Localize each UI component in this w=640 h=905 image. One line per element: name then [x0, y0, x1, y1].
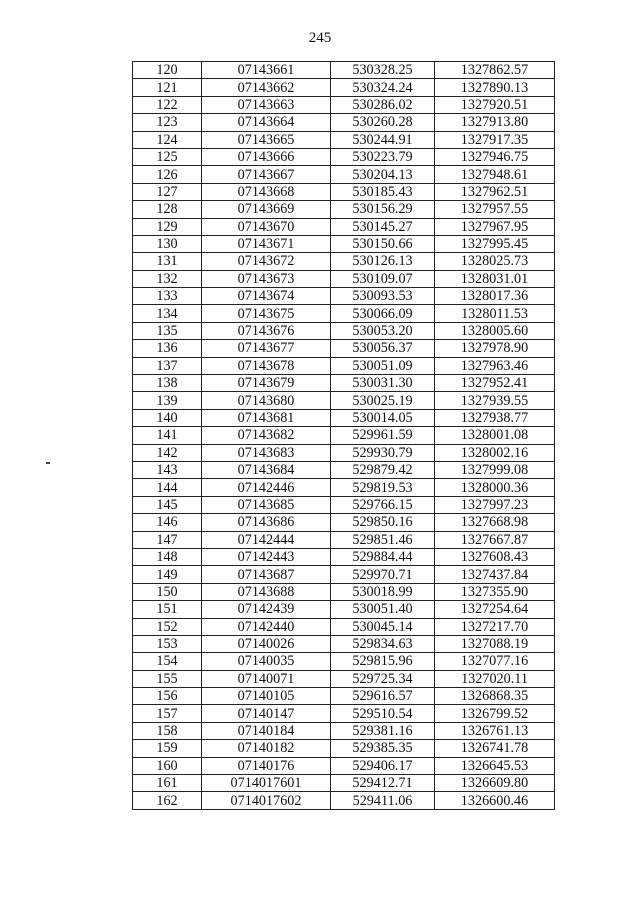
table-row [133, 757, 555, 774]
y-coordinate-cell: 1328011.53 [435, 305, 555, 322]
table-row [133, 201, 555, 218]
table-row [133, 479, 555, 496]
point-number-cell: 146 [133, 514, 202, 531]
point-number-cell: 142 [133, 444, 202, 461]
x-coordinate-cell: 530204.13 [331, 166, 435, 183]
point-id-cell: 07140026 [202, 635, 331, 652]
table-row [133, 670, 555, 687]
point-id-cell: 07143670 [202, 218, 331, 235]
point-number-cell: 122 [133, 96, 202, 113]
point-number-cell: 153 [133, 635, 202, 652]
point-id-cell: 07140184 [202, 722, 331, 739]
point-number-cell: 125 [133, 148, 202, 165]
point-number-cell: 120 [133, 62, 202, 79]
margin-mark [46, 462, 50, 464]
y-coordinate-cell: 1327957.55 [435, 201, 555, 218]
point-id-cell: 07143668 [202, 183, 331, 200]
point-number-cell: 154 [133, 653, 202, 670]
table-row [133, 601, 555, 618]
x-coordinate-cell: 530018.99 [331, 583, 435, 600]
point-id-cell: 07143672 [202, 253, 331, 270]
point-number-cell: 145 [133, 496, 202, 513]
x-coordinate-cell: 530045.14 [331, 618, 435, 635]
table-row [133, 288, 555, 305]
table-row [133, 444, 555, 461]
y-coordinate-cell: 1327020.11 [435, 670, 555, 687]
point-id-cell: 07143661 [202, 62, 331, 79]
x-coordinate-cell: 530126.13 [331, 253, 435, 270]
table-row [133, 357, 555, 374]
x-coordinate-cell: 529819.53 [331, 479, 435, 496]
point-id-cell: 07143673 [202, 270, 331, 287]
point-number-cell: 121 [133, 79, 202, 96]
point-id-cell: 07142444 [202, 531, 331, 548]
table-row [133, 322, 555, 339]
table-row [133, 705, 555, 722]
point-id-cell: 07140176 [202, 757, 331, 774]
y-coordinate-cell: 1327939.55 [435, 392, 555, 409]
table-row [133, 461, 555, 478]
table-row [133, 62, 555, 79]
table-row [133, 566, 555, 583]
x-coordinate-cell: 529411.06 [331, 792, 435, 809]
point-number-cell: 160 [133, 757, 202, 774]
x-coordinate-cell: 529850.16 [331, 514, 435, 531]
point-id-cell: 07143684 [202, 461, 331, 478]
y-coordinate-cell: 1327948.61 [435, 166, 555, 183]
y-coordinate-cell: 1327938.77 [435, 409, 555, 426]
point-id-cell: 07143682 [202, 427, 331, 444]
x-coordinate-cell: 530066.09 [331, 305, 435, 322]
point-id-cell: 07143671 [202, 235, 331, 252]
x-coordinate-cell: 529884.44 [331, 548, 435, 565]
point-id-cell: 0714017602 [202, 792, 331, 809]
x-coordinate-cell: 530185.43 [331, 183, 435, 200]
x-coordinate-cell: 530014.05 [331, 409, 435, 426]
point-number-cell: 135 [133, 322, 202, 339]
y-coordinate-cell: 1328001.08 [435, 427, 555, 444]
y-coordinate-cell: 1327667.87 [435, 531, 555, 548]
point-id-cell: 07140071 [202, 670, 331, 687]
point-number-cell: 136 [133, 340, 202, 357]
y-coordinate-cell: 1328025.73 [435, 253, 555, 270]
x-coordinate-cell: 529815.96 [331, 653, 435, 670]
point-id-cell: 07140035 [202, 653, 331, 670]
point-id-cell: 07143674 [202, 288, 331, 305]
y-coordinate-cell: 1327999.08 [435, 461, 555, 478]
x-coordinate-cell: 530025.19 [331, 392, 435, 409]
y-coordinate-cell: 1327437.84 [435, 566, 555, 583]
y-coordinate-cell: 1327967.95 [435, 218, 555, 235]
point-id-cell: 07143685 [202, 496, 331, 513]
x-coordinate-cell: 530145.27 [331, 218, 435, 235]
point-id-cell: 07143677 [202, 340, 331, 357]
point-number-cell: 161 [133, 775, 202, 792]
point-id-cell: 07143676 [202, 322, 331, 339]
y-coordinate-cell: 1327995.45 [435, 235, 555, 252]
table-row [133, 375, 555, 392]
point-number-cell: 141 [133, 427, 202, 444]
point-number-cell: 126 [133, 166, 202, 183]
table-row [133, 722, 555, 739]
table-row [133, 305, 555, 322]
table-row [133, 409, 555, 426]
x-coordinate-cell: 529381.16 [331, 722, 435, 739]
table-row [133, 531, 555, 548]
y-coordinate-cell: 1327077.16 [435, 653, 555, 670]
x-coordinate-cell: 530324.24 [331, 79, 435, 96]
table-row [133, 740, 555, 757]
table-row [133, 183, 555, 200]
x-coordinate-cell: 529961.59 [331, 427, 435, 444]
x-coordinate-cell: 530056.37 [331, 340, 435, 357]
y-coordinate-cell: 1328017.36 [435, 288, 555, 305]
table-row [133, 688, 555, 705]
x-coordinate-cell: 529510.54 [331, 705, 435, 722]
point-number-cell: 129 [133, 218, 202, 235]
point-number-cell: 130 [133, 235, 202, 252]
table-row [133, 148, 555, 165]
point-id-cell: 07143675 [202, 305, 331, 322]
y-coordinate-cell: 1326600.46 [435, 792, 555, 809]
point-id-cell: 07140147 [202, 705, 331, 722]
point-id-cell: 07143665 [202, 131, 331, 148]
y-coordinate-cell: 1327217.70 [435, 618, 555, 635]
y-coordinate-cell: 1326799.52 [435, 705, 555, 722]
point-number-cell: 150 [133, 583, 202, 600]
y-coordinate-cell: 1328031.01 [435, 270, 555, 287]
point-id-cell: 07142446 [202, 479, 331, 496]
x-coordinate-cell: 530109.07 [331, 270, 435, 287]
table-row [133, 653, 555, 670]
y-coordinate-cell: 1326645.53 [435, 757, 555, 774]
x-coordinate-cell: 529879.42 [331, 461, 435, 478]
point-number-cell: 158 [133, 722, 202, 739]
x-coordinate-cell: 529412.71 [331, 775, 435, 792]
point-id-cell: 07143686 [202, 514, 331, 531]
y-coordinate-cell: 1327355.90 [435, 583, 555, 600]
table-row [133, 340, 555, 357]
page-number: 245 [308, 30, 332, 46]
point-id-cell: 07143666 [202, 148, 331, 165]
x-coordinate-cell: 529616.57 [331, 688, 435, 705]
y-coordinate-cell: 1326609.80 [435, 775, 555, 792]
x-coordinate-cell: 529851.46 [331, 531, 435, 548]
y-coordinate-cell: 1326741.78 [435, 740, 555, 757]
x-coordinate-cell: 530286.02 [331, 96, 435, 113]
point-id-cell: 07143662 [202, 79, 331, 96]
point-id-cell: 07143679 [202, 375, 331, 392]
point-number-cell: 148 [133, 548, 202, 565]
x-coordinate-cell: 529930.79 [331, 444, 435, 461]
point-number-cell: 128 [133, 201, 202, 218]
point-id-cell: 0714017601 [202, 775, 331, 792]
x-coordinate-cell: 530031.30 [331, 375, 435, 392]
point-number-cell: 155 [133, 670, 202, 687]
x-coordinate-cell: 530093.53 [331, 288, 435, 305]
table-row [133, 270, 555, 287]
x-coordinate-cell: 530244.91 [331, 131, 435, 148]
x-coordinate-cell: 529385.35 [331, 740, 435, 757]
point-id-cell: 07143669 [202, 201, 331, 218]
point-number-cell: 133 [133, 288, 202, 305]
point-number-cell: 144 [133, 479, 202, 496]
point-number-cell: 131 [133, 253, 202, 270]
x-coordinate-cell: 530223.79 [331, 148, 435, 165]
point-number-cell: 127 [133, 183, 202, 200]
x-coordinate-cell: 530150.66 [331, 235, 435, 252]
x-coordinate-cell: 530328.25 [331, 62, 435, 79]
point-id-cell: 07143680 [202, 392, 331, 409]
table-row [133, 235, 555, 252]
y-coordinate-cell: 1327963.46 [435, 357, 555, 374]
table-row [133, 514, 555, 531]
y-coordinate-cell: 1328002.16 [435, 444, 555, 461]
point-number-cell: 151 [133, 601, 202, 618]
point-id-cell: 07143683 [202, 444, 331, 461]
table-row [133, 496, 555, 513]
table-row [133, 583, 555, 600]
table-row [133, 96, 555, 113]
y-coordinate-cell: 1327890.13 [435, 79, 555, 96]
table-body [133, 62, 555, 810]
y-coordinate-cell: 1327913.80 [435, 114, 555, 131]
point-id-cell: 07142443 [202, 548, 331, 565]
table-row [133, 218, 555, 235]
x-coordinate-cell: 529970.71 [331, 566, 435, 583]
y-coordinate-cell: 1328005.60 [435, 322, 555, 339]
y-coordinate-cell: 1327952.41 [435, 375, 555, 392]
point-number-cell: 132 [133, 270, 202, 287]
x-coordinate-cell: 529406.17 [331, 757, 435, 774]
x-coordinate-cell: 530260.28 [331, 114, 435, 131]
y-coordinate-cell: 1327917.35 [435, 131, 555, 148]
x-coordinate-cell: 530051.40 [331, 601, 435, 618]
point-id-cell: 07140105 [202, 688, 331, 705]
table-row [133, 253, 555, 270]
point-id-cell: 07143688 [202, 583, 331, 600]
point-id-cell: 07143667 [202, 166, 331, 183]
y-coordinate-cell: 1327946.75 [435, 148, 555, 165]
point-id-cell: 07143664 [202, 114, 331, 131]
y-coordinate-cell: 1327997.23 [435, 496, 555, 513]
point-number-cell: 157 [133, 705, 202, 722]
point-id-cell: 07143681 [202, 409, 331, 426]
table-row [133, 131, 555, 148]
table-row [133, 427, 555, 444]
point-number-cell: 156 [133, 688, 202, 705]
point-number-cell: 162 [133, 792, 202, 809]
table-row [133, 635, 555, 652]
y-coordinate-cell: 1327978.90 [435, 340, 555, 357]
table-row [133, 79, 555, 96]
point-number-cell: 149 [133, 566, 202, 583]
point-id-cell: 07143663 [202, 96, 331, 113]
y-coordinate-cell: 1326868.35 [435, 688, 555, 705]
y-coordinate-cell: 1327920.51 [435, 96, 555, 113]
y-coordinate-cell: 1327862.57 [435, 62, 555, 79]
table-row [133, 548, 555, 565]
y-coordinate-cell: 1327088.19 [435, 635, 555, 652]
x-coordinate-cell: 529725.34 [331, 670, 435, 687]
point-number-cell: 147 [133, 531, 202, 548]
point-number-cell: 139 [133, 392, 202, 409]
point-number-cell: 140 [133, 409, 202, 426]
point-number-cell: 152 [133, 618, 202, 635]
point-number-cell: 159 [133, 740, 202, 757]
x-coordinate-cell: 529834.63 [331, 635, 435, 652]
table-row [133, 392, 555, 409]
table-row [133, 775, 555, 792]
point-number-cell: 137 [133, 357, 202, 374]
x-coordinate-cell: 530156.29 [331, 201, 435, 218]
point-id-cell: 07142440 [202, 618, 331, 635]
point-number-cell: 134 [133, 305, 202, 322]
y-coordinate-cell: 1328000.36 [435, 479, 555, 496]
point-number-cell: 124 [133, 131, 202, 148]
x-coordinate-cell: 529766.15 [331, 496, 435, 513]
y-coordinate-cell: 1327962.51 [435, 183, 555, 200]
point-id-cell: 07143687 [202, 566, 331, 583]
point-number-cell: 123 [133, 114, 202, 131]
point-id-cell: 07143678 [202, 357, 331, 374]
table-row [133, 114, 555, 131]
y-coordinate-cell: 1327254.64 [435, 601, 555, 618]
point-id-cell: 07142439 [202, 601, 331, 618]
x-coordinate-cell: 530051.09 [331, 357, 435, 374]
y-coordinate-cell: 1327668.98 [435, 514, 555, 531]
point-id-cell: 07140182 [202, 740, 331, 757]
x-coordinate-cell: 530053.20 [331, 322, 435, 339]
y-coordinate-cell: 1327608.43 [435, 548, 555, 565]
table-row [133, 166, 555, 183]
table-row [133, 618, 555, 635]
coordinate-table [132, 61, 555, 810]
point-number-cell: 138 [133, 375, 202, 392]
point-number-cell: 143 [133, 461, 202, 478]
y-coordinate-cell: 1326761.13 [435, 722, 555, 739]
table-row [133, 792, 555, 809]
